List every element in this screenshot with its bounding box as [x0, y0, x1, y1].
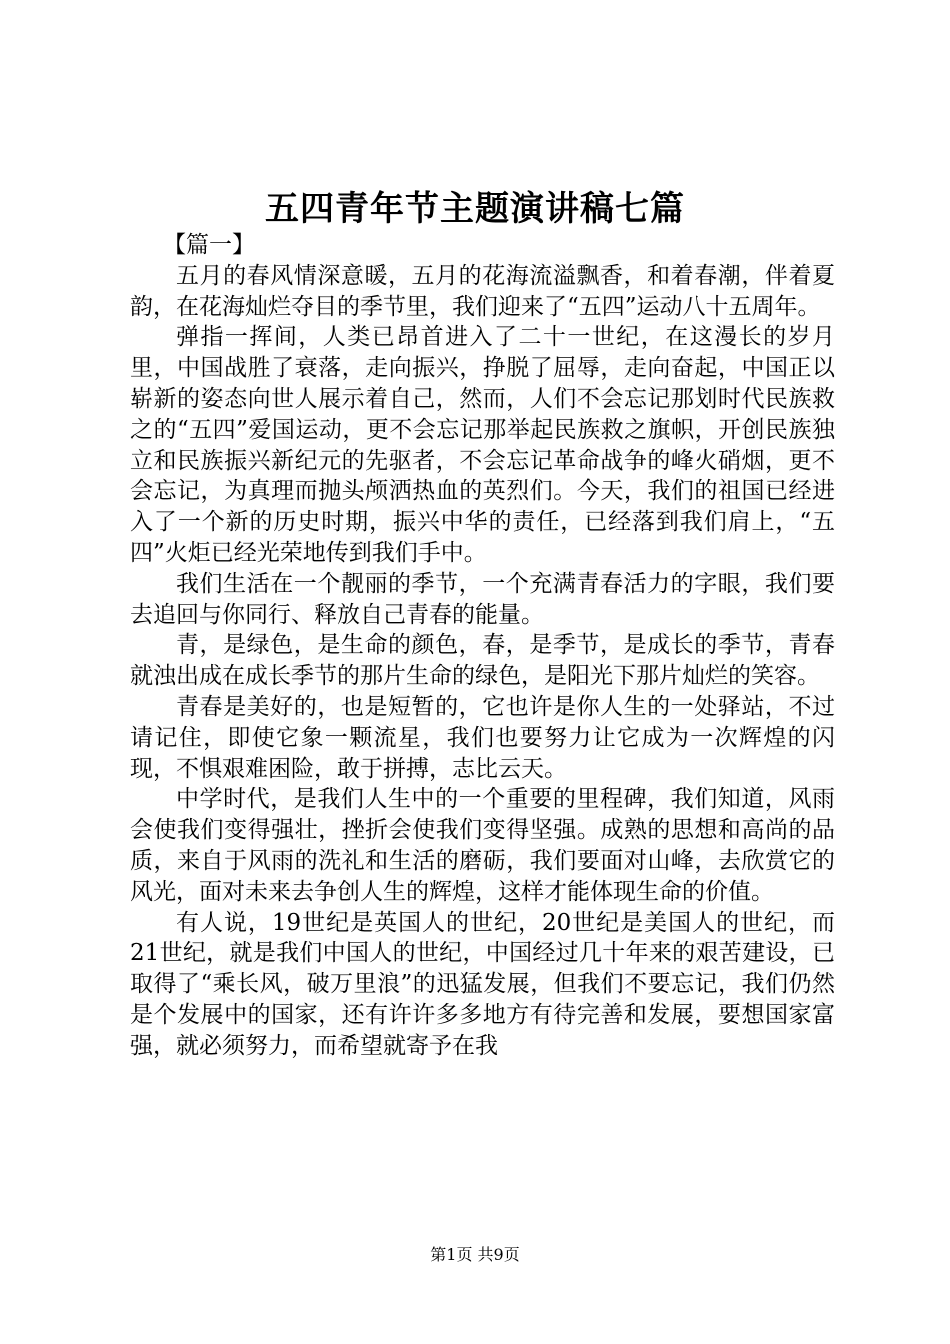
paragraph: 青，是绿色，是生命的颜色，春，是季节，是成长的季节，青春就浊出成在成长季节的那片生命的绿色，是阳光下那片灿烂的笑容。 — [130, 632, 835, 690]
page-number: 第1页 共9页 — [430, 1245, 520, 1264]
paragraph: 青春是美好的，也是短暂的，它也许是你人生的一处驿站，不过请记住，即使它象一颗流星，我们也要努力让它成为一次辉煌的闪现，不惧艰难困险，敢于拼搏，志比云天。 — [130, 693, 835, 782]
paragraph: 我们生活在一个靓丽的季节，一个充满青春活力的字眼，我们要去追回与你同行、释放自己青春的能量。 — [130, 570, 835, 628]
page-title: 五四青年节主题演讲稿七篇 — [265, 189, 685, 229]
section-heading: 【篇一】 — [163, 232, 255, 258]
paragraph: 有人说，19世纪是英国人的世纪，20世纪是美国人的世纪，而21世纪，就是我们中国人的世纪，中国经过几十年来的艰苦建设，已取得了“乘长风，破万里浪”的迅猛发展，但我们不要忘记，我们仍然是个发展中的国家，还有许许多多地方有待完善和发展，要想国家富强，就必须努力，而希望就寄予在我 — [130, 909, 835, 1059]
paragraph: 五月的春风情深意暖，五月的花海流溢飘香，和着春潮，伴着夏韵，在花海灿烂夺目的季节里，我们迎来了“五四”运动八十五周年。 — [130, 262, 835, 320]
paragraph: 中学时代，是我们人生中的一个重要的里程碑，我们知道，风雨会使我们变得强壮，挫折会使我们变得坚强。成熟的思想和高尚的品质，来自于风雨的洗礼和生活的磨砺，我们要面对山峰，去欣赏它的风光，面对未来去争创人生的辉煌，这样才能体现生命的价值。 — [130, 786, 835, 905]
document-body — [130, 230, 835, 1062]
paragraph: 弹指一挥间，人类已昂首进入了二十一世纪，在这漫长的岁月里，中国战胜了衰落，走向振兴，挣脱了屈辱，走向奋起，中国正以崭新的姿态向世人展示着自己，然而，人们不会忘记那划时代民族救之的“五四”爱国运动，更不会忘记那举起民族救之旗帜，开创民族独立和民族振兴新纪元的先驱者，不会忘记革命战争的峰火硝烟，更不会忘记，为真理而抛头颅洒热血的英烈们。今天，我们的祖国已经进入了一个新的历史时期，振兴中华的责任，已经落到我们肩上，“五四”火炬已经光荣地传到我们手中。 — [130, 324, 835, 566]
